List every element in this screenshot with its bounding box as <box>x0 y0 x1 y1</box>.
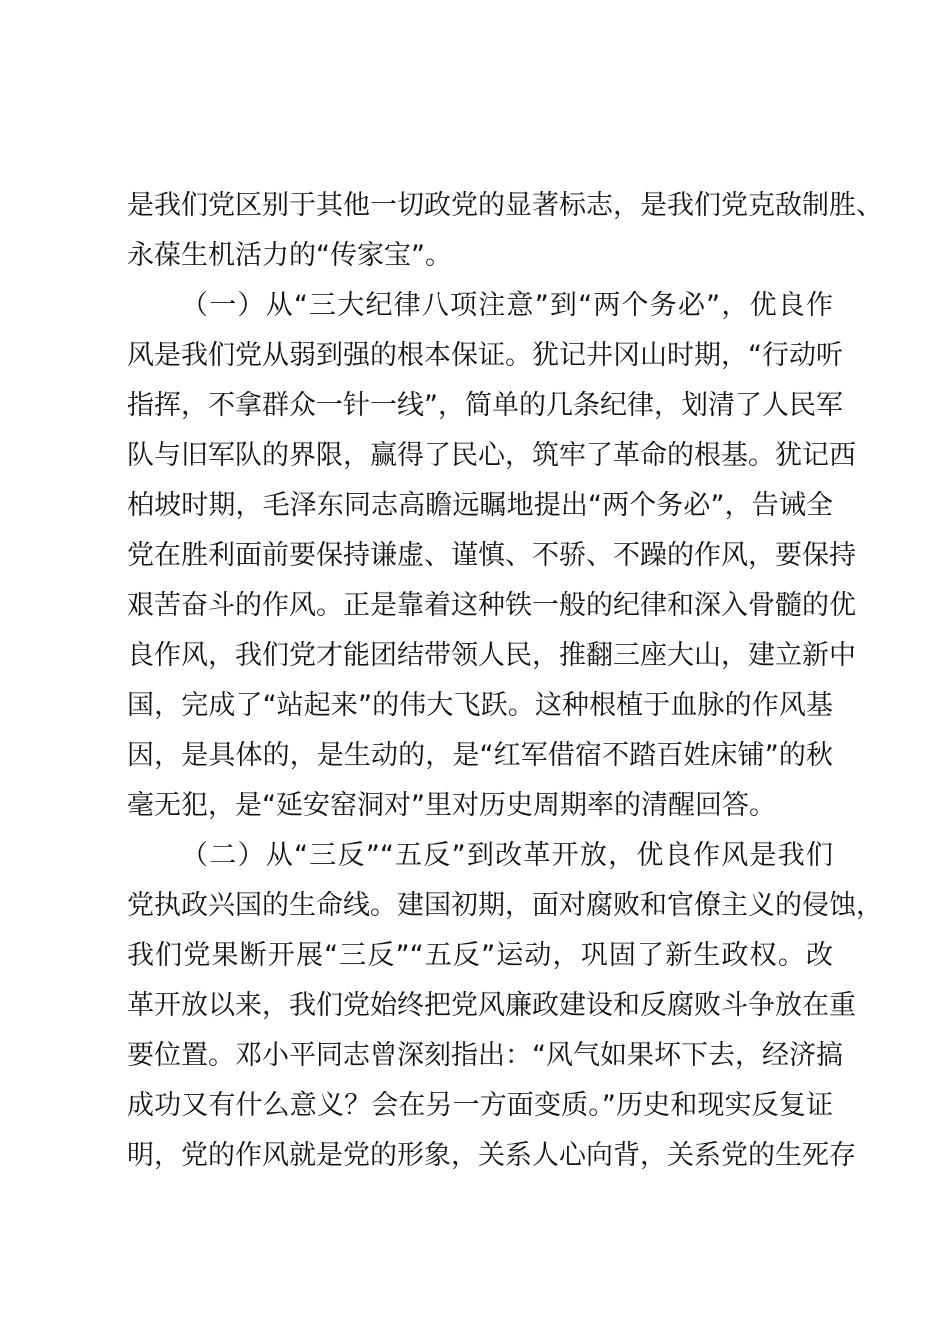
text-line: 永葆生机活力的“传家宝”。 <box>127 240 452 271</box>
text-line: 党执政兴国的生命线。建国初期，面对腐败和官僚主义的侵蚀， <box>127 890 883 921</box>
text-line: 指挥，不拿群众一针一线”，简单的几条纪律，划清了人民军 <box>127 390 843 421</box>
text-line-paragraph-start: （一）从“三大纪律八项注意”到“两个务必”，优良作 <box>181 290 833 321</box>
text-line-paragraph-start: （二）从“三反”“五反”到改革开放，优良作风是我们 <box>181 840 833 871</box>
text-line: 要位置。邓小平同志曾深刻指出：“风气如果坏下去，经济搞 <box>127 1040 843 1071</box>
text-line: 风是我们党从弱到强的根本保证。犹记井冈山时期，“行动听 <box>127 340 843 371</box>
text-line: 我们党果断开展“三反”“五反”运动，巩固了新生政权。改 <box>127 940 833 971</box>
text-line: 党在胜利面前要保持谦虚、谨慎、不骄、不躁的作风，要保持 <box>127 540 856 571</box>
text-line: 艰苦奋斗的作风。正是靠着这种铁一般的纪律和深入骨髓的优 <box>127 590 856 621</box>
text-line: 明，党的作风就是党的形象，关系人心向背，关系党的生死存 <box>127 1140 856 1171</box>
text-line: 成功又有什么意义？会在另一方面变质。”历史和现实反复证 <box>127 1090 833 1121</box>
text-line: 革开放以来，我们党始终把党风廉政建设和反腐败斗争放在重 <box>127 990 856 1021</box>
text-line: 国，完成了“站起来”的伟大飞跃。这种根植于血脉的作风基 <box>127 690 833 721</box>
text-line: 因，是具体的，是生动的，是“红军借宿不踏百姓床铺”的秋 <box>127 740 833 771</box>
text-line: 队与旧军队的界限，赢得了民心，筑牢了革命的根基。犹记西 <box>127 440 856 471</box>
body-text <box>127 181 883 1181</box>
text-line: 是我们党区别于其他一切政党的显著标志，是我们党克敌制胜、 <box>127 190 883 221</box>
text-line: 毫无犯，是“延安窑洞对”里对历史周期率的清醒回答。 <box>127 790 776 821</box>
text-line: 柏坡时期，毛泽东同志高瞻远瞩地提出“两个务必”，告诫全 <box>127 490 833 521</box>
text-line: 良作风，我们党才能团结带领人民，推翻三座大山，建立新中 <box>127 640 856 671</box>
